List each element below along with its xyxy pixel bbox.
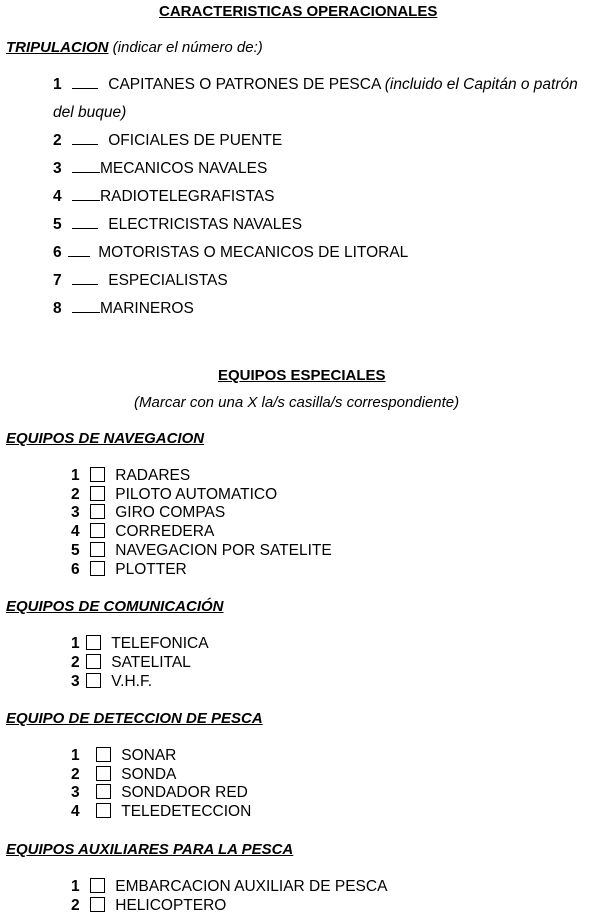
crew-count-blank-6[interactable] [68,244,90,257]
crew-item-2: 2 OFICIALES DE PUENTE [53,132,283,149]
tripulacion-heading: TRIPULACION [6,39,109,56]
checkbox-satelital[interactable] [86,654,101,669]
checkbox-plotter[interactable] [90,561,105,576]
det-item-sondador: 3 SONDADOR RED [71,784,248,801]
equipos-instruction: (Marcar con una X la/s casilla/s correspondiente) [134,394,460,411]
crew-count-blank-3[interactable] [72,160,100,173]
auxiliares-heading: EQUIPOS AUXILIARES PARA LA PESCA [6,841,294,858]
checkbox-sondador-red[interactable] [96,784,111,799]
crew-item-1-note-cont: del buque) [53,104,127,121]
crew-count-blank-1[interactable] [72,76,98,89]
crew-count-blank-7[interactable] [72,272,98,285]
crew-count-blank-8[interactable] [72,300,100,313]
nav-item-corredera: 4 CORREDERA [71,523,215,540]
com-item-vhf: 3 V.H.F. [71,673,153,690]
aux-item-embarcacion: 1 EMBARCACION AUXILIAR DE PESCA [71,878,388,895]
checkbox-teledeteccion[interactable] [96,803,111,818]
checkbox-radares[interactable] [90,467,105,482]
nav-item-plotter: 6 PLOTTER [71,561,187,578]
aux-item-helicoptero: 2 HELICOPTERO [71,897,227,914]
deteccion-heading: EQUIPO DE DETECCION DE PESCA [6,710,263,727]
nav-item-satelite: 5 NAVEGACION POR SATELITE [71,542,332,559]
crew-item-6: 6 MOTORISTAS O MECANICOS DE LITORAL [53,244,409,261]
checkbox-sonar[interactable] [96,747,111,762]
checkbox-navegacion-satelite[interactable] [90,542,105,557]
tripulacion-heading-line [6,39,263,56]
page-title: CARACTERISTICAS OPERACIONALES [159,3,438,20]
checkbox-vhf[interactable] [86,673,101,688]
nav-item-piloto: 2 PILOTO AUTOMATICO [71,486,278,503]
det-item-teledeteccion: 4 TELEDETECCION [71,803,252,820]
crew-item-5: 5 ELECTRICISTAS NAVALES [53,216,303,233]
navegacion-heading: EQUIPOS DE NAVEGACION [6,430,205,447]
crew-count-blank-2[interactable] [72,132,98,145]
det-item-sonda: 2 SONDA [71,766,177,783]
checkbox-corredera[interactable] [90,523,105,538]
checkbox-embarcacion-auxiliar[interactable] [90,878,105,893]
crew-item-3: 3 MECANICOS NAVALES [53,160,268,177]
crew-item-7: 7 ESPECIALISTAS [53,272,228,289]
det-item-sonar: 1 SONAR [71,747,177,764]
crew-count-blank-4[interactable] [72,188,100,201]
checkbox-helicoptero[interactable] [90,897,105,912]
crew-item-4: 4 RADIOTELEGRAFISTAS [53,188,275,205]
crew-item-1: 1 CAPITANES O PATRONES DE PESCA (incluido el Capitán o patrón [53,76,578,93]
checkbox-sonda[interactable] [96,766,111,781]
nav-item-radares: 1 RADARES [71,467,191,484]
nav-item-giro: 3 GIRO COMPAS [71,504,226,521]
com-item-telefonica: 1 TELEFONICA [71,635,209,652]
com-item-satelital: 2 SATELITAL [71,654,191,671]
crew-item-8: 8 MARINEROS [53,300,194,317]
equipos-heading: EQUIPOS ESPECIALES [218,367,386,384]
comunicacion-heading: EQUIPOS DE COMUNICACIÓN [6,598,224,615]
crew-count-blank-5[interactable] [72,216,98,229]
tripulacion-note: (indicar el número de:) [112,39,263,56]
checkbox-piloto-automatico[interactable] [90,486,105,501]
checkbox-telefonica[interactable] [86,635,101,650]
checkbox-giro-compas[interactable] [90,504,105,519]
